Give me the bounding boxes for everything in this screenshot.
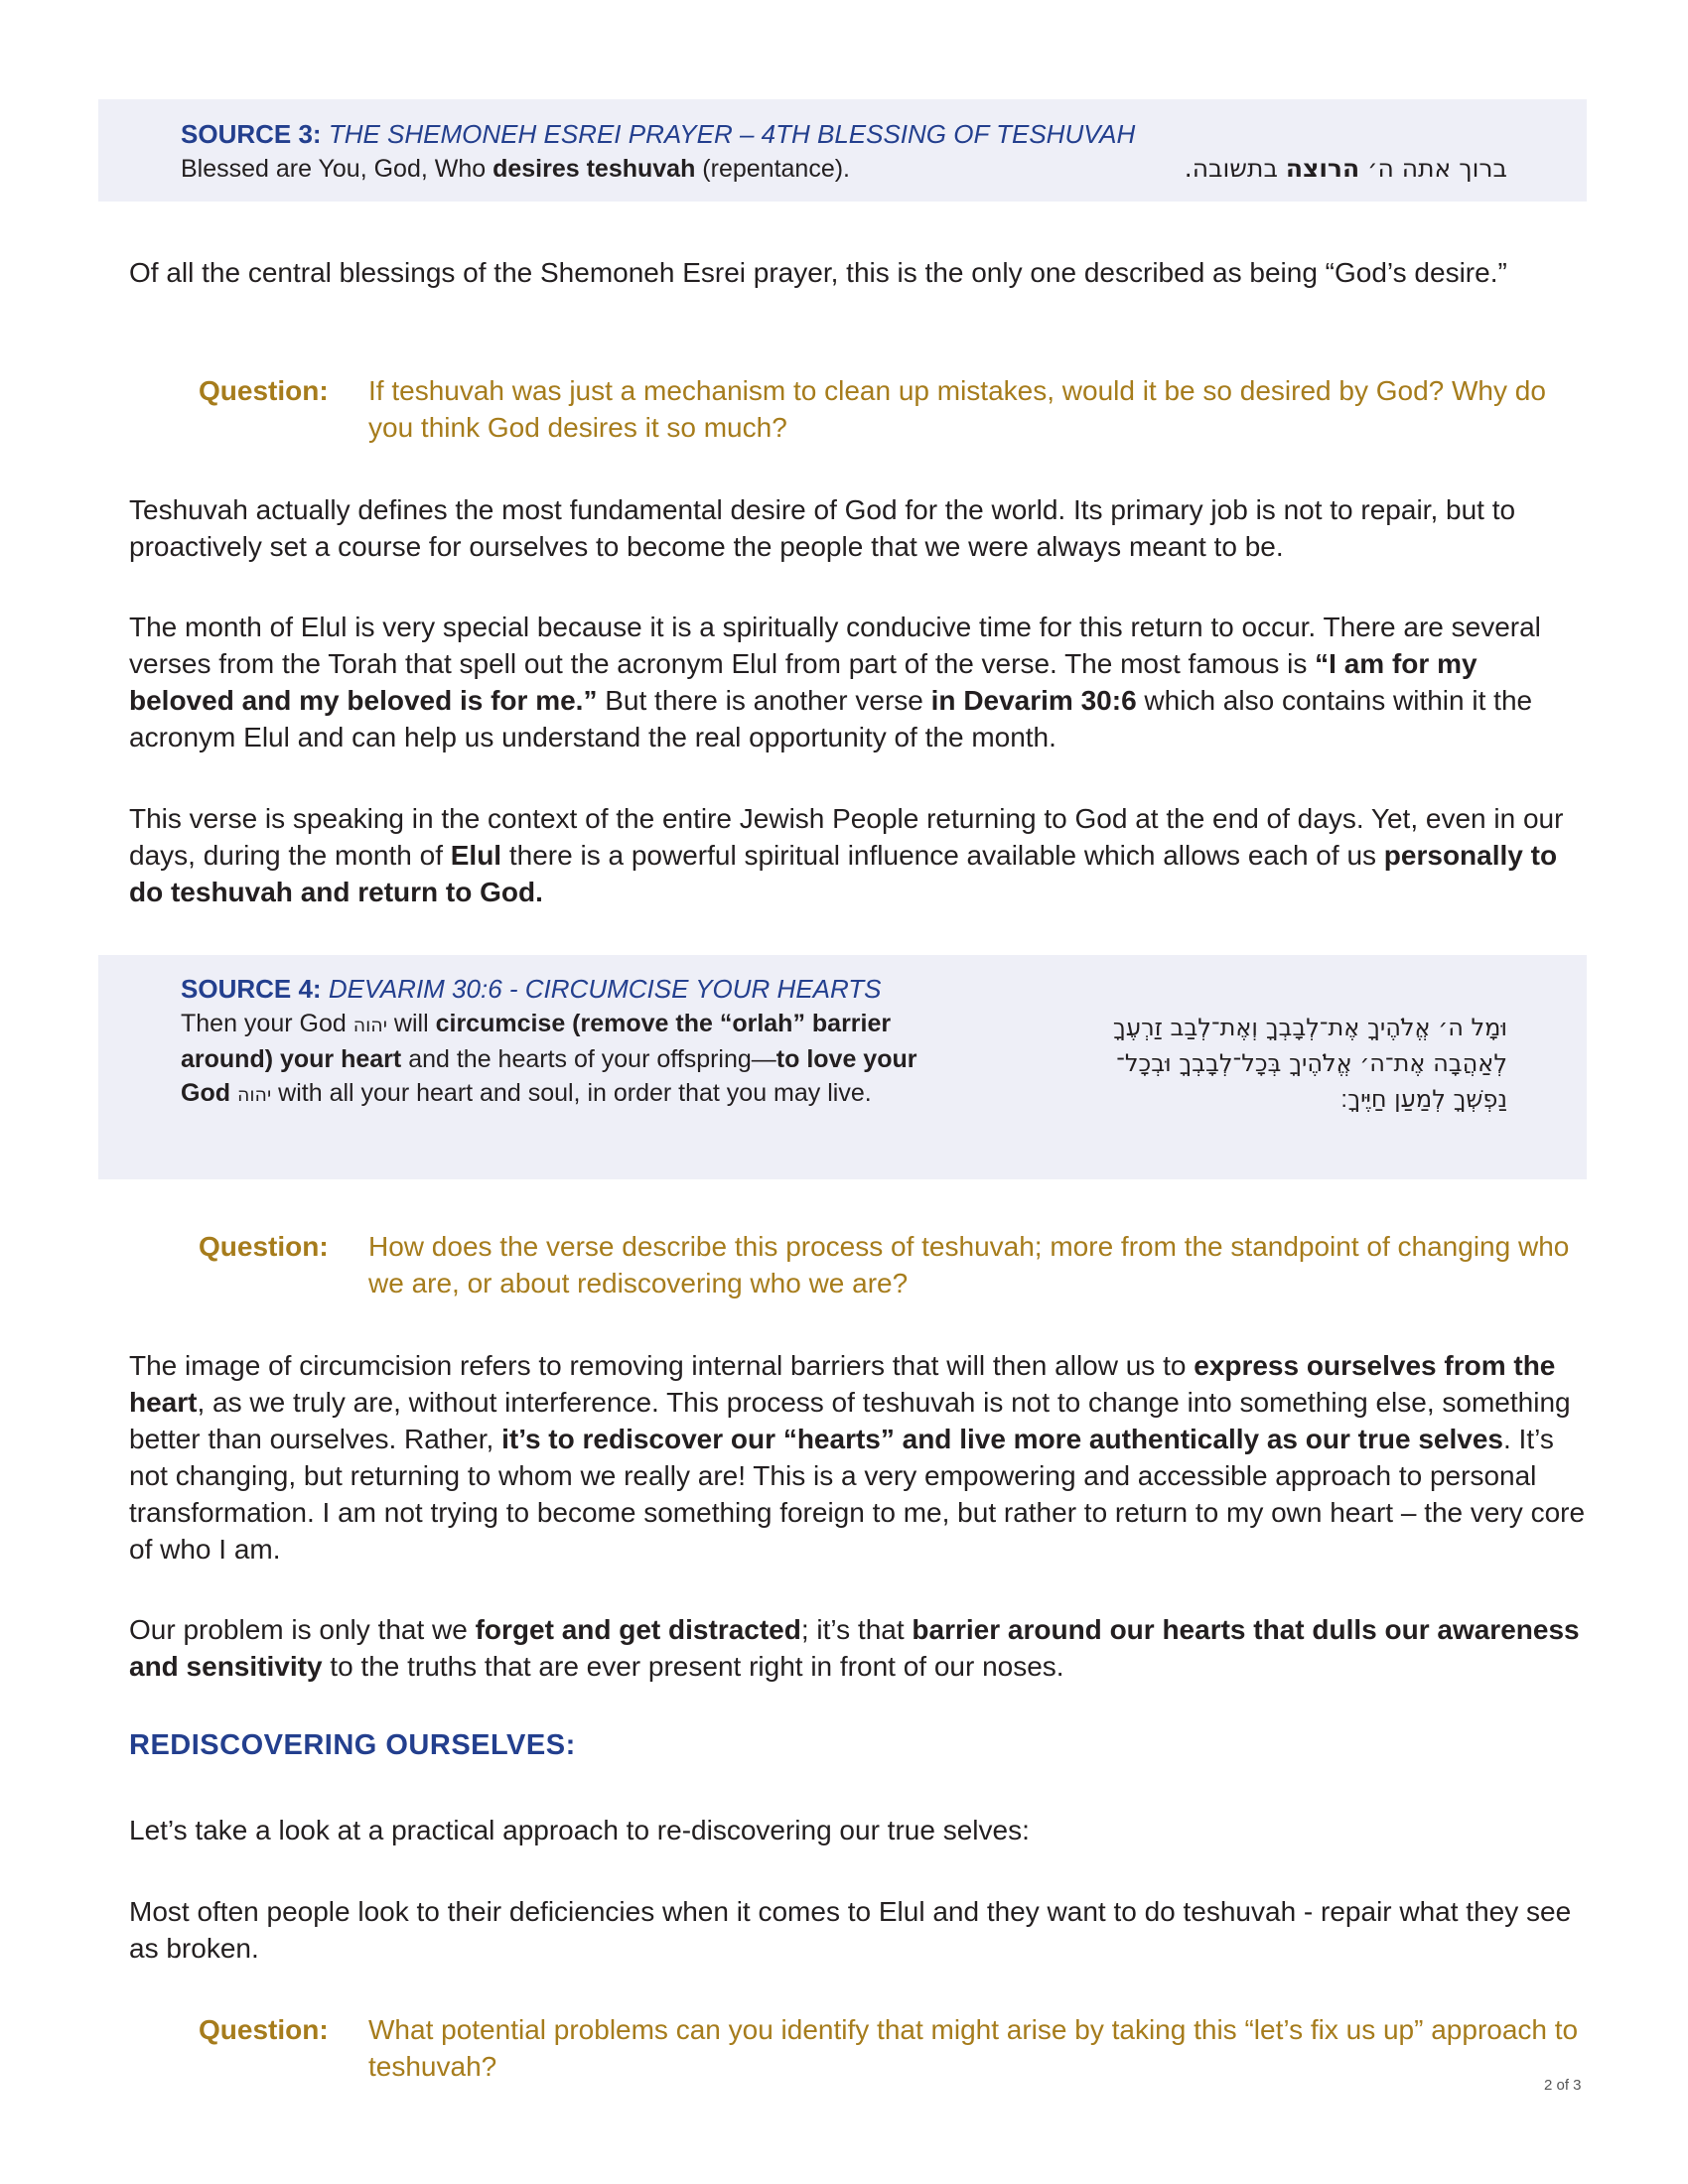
bold-run: it’s to rediscover our “hearts” and live more authentically as our true selves [501, 1424, 1503, 1454]
text-run: Then your God [181, 1010, 353, 1037]
text-run [230, 1079, 237, 1107]
paragraph-2: Teshuvah actually defines the most fundamental desire of God for the world. Its primary job is not to repair, but to proactively set a course for ourselves to become the people that we were always meant to be. [129, 494, 1516, 562]
hebrew-line: וּמָל ה׳ אֱלֹהֶיךָ אֶת־לְבָבְךָ וְאֶת־לְבַב זַרְעֶךָ [1112, 1014, 1507, 1041]
question-label: Question: [199, 2014, 329, 2045]
paragraph-4 [129, 800, 1589, 910]
divine-name: יהוה [236, 1084, 272, 1106]
source-3-english [181, 152, 850, 186]
text-run: The month of Elul is very special because it is a spiritually conducive time for this return to occur. There are several verses from the Torah that spell out the acronym Elul from part of the verse. The most famous is [129, 612, 1541, 679]
text-run: בתשובה. [1184, 154, 1286, 183]
text-run: (repentance). [695, 155, 850, 183]
hebrew-line: לְאַהֲבָה אֶת־ה׳ אֱלֹהֶיךָ בְּכָל־לְבָבְךָ וּבְכָל־ [1116, 1049, 1507, 1077]
source-4-english [181, 1007, 965, 1112]
source-3-hebrew [1185, 154, 1507, 183]
paragraph-3 [129, 609, 1589, 755]
paragraph-1: Of all the central blessings of the Shemoneh Esrei prayer, this is the only one described as being “God’s desire.” [129, 257, 1507, 288]
text-run: The image of circumcision refers to removing internal barriers that will then allow us to [129, 1350, 1195, 1381]
text-run: Our problem is only that we [129, 1614, 476, 1645]
source-4-box [98, 955, 1587, 1179]
text-run: and the hearts of your offspring— [401, 1045, 776, 1073]
bold-run: circumcise (remove the “orlah” barrier around) your heart [181, 1010, 892, 1073]
text-run: which also contains within it the acronym Elul and can help us understand the real opportunity of the month. [129, 685, 1533, 752]
bold-run: in Devarim 30:6 [930, 685, 1137, 716]
paragraph-7: Let’s take a look at a practical approach to re-discovering our true selves: [129, 1815, 1030, 1845]
source-4-hebrew [1113, 1010, 1507, 1117]
bold-run: personally to do teshuvah and return to God. [129, 840, 1558, 907]
text-run: there is a powerful spiritual influence available which allows each of us [501, 840, 1384, 871]
source-4-heading: DEVARIM 30:6 - CIRCUMCISE YOUR HEARTS [328, 974, 882, 1004]
page-number: 2 of 3 [1544, 2077, 1582, 2094]
text-run: ברוך אתה ה׳ [1359, 154, 1507, 183]
question-label: Question: [199, 1231, 329, 1262]
bold-run: forget and get distracted [475, 1614, 801, 1645]
text-run: . It’s not changing, but returning to whom we really are! This is a very empowering and accessible approach to personal transformation. I am not trying to become something foreign to me, but rather to return to my own heart – the very core of who I am. [129, 1424, 1586, 1565]
section-heading: REDISCOVERING OURSELVES: [129, 1729, 576, 1761]
hebrew-line: נַפְשְׁךָ לְמַעַן חַיֶּיךָ׃ [1340, 1085, 1507, 1113]
source-3-title [181, 119, 1135, 150]
paragraph-8: Most often people look to their deficiencies when it comes to Elul and they want to do teshuvah - repair what they see as broken. [129, 1896, 1572, 1964]
question-label: Question: [199, 375, 329, 406]
paragraph-5 [129, 1347, 1589, 1568]
text-run: Blessed are You, God, Who [181, 155, 493, 183]
source-4-label: SOURCE 4: [181, 974, 322, 1004]
source-3-box [98, 99, 1587, 202]
bold-run: desires teshuvah [492, 155, 696, 183]
bold-run: הרוצה [1285, 154, 1360, 183]
text-run: with all your heart and soul, in order that you may live. [271, 1079, 872, 1107]
text-run: will [386, 1010, 436, 1037]
bold-run: barrier around our hearts that dulls our awareness and sensitivity [129, 1614, 1580, 1682]
text-run: , as we truly are, without interference. This process of teshuvah is not to change into something else, something better than ourselves. Rather, [129, 1387, 1571, 1454]
source-3-label: SOURCE 3: [181, 119, 322, 149]
paragraph-6 [129, 1611, 1589, 1685]
text-run: This verse is speaking in the context of the entire Jewish People returning to God at the end of days. Yet, even in our days, during the month of [129, 803, 1564, 871]
text-run: to the truths that are ever present right in front of our noses. [322, 1651, 1064, 1682]
question-text: What potential problems can you identify that might arise by taking this “let’s fix us up” approach to teshuvah? [368, 2014, 1579, 2082]
divine-name: יהוה [352, 1015, 387, 1036]
bold-run: “I am for my beloved and my beloved is for me.” [129, 648, 1477, 716]
bold-run: to love your God [181, 1045, 917, 1107]
bold-run: express ourselves from the heart [129, 1350, 1556, 1418]
question-text: If teshuvah was just a mechanism to clean up mistakes, would it be so desired by God? Why do you think God desires it so much? [368, 375, 1546, 443]
question-text: How does the verse describe this process of teshuvah; more from the standpoint of changing who we are, or about rediscovering who we are? [368, 1231, 1570, 1298]
text-run: But there is another verse [597, 685, 931, 716]
source-4-title [181, 974, 882, 1005]
text-run: ; it’s that [800, 1614, 913, 1645]
bold-run: Elul [450, 840, 502, 871]
source-3-heading: THE SHEMONEH ESREI PRAYER – 4TH BLESSING OF TESHUVAH [328, 119, 1136, 149]
